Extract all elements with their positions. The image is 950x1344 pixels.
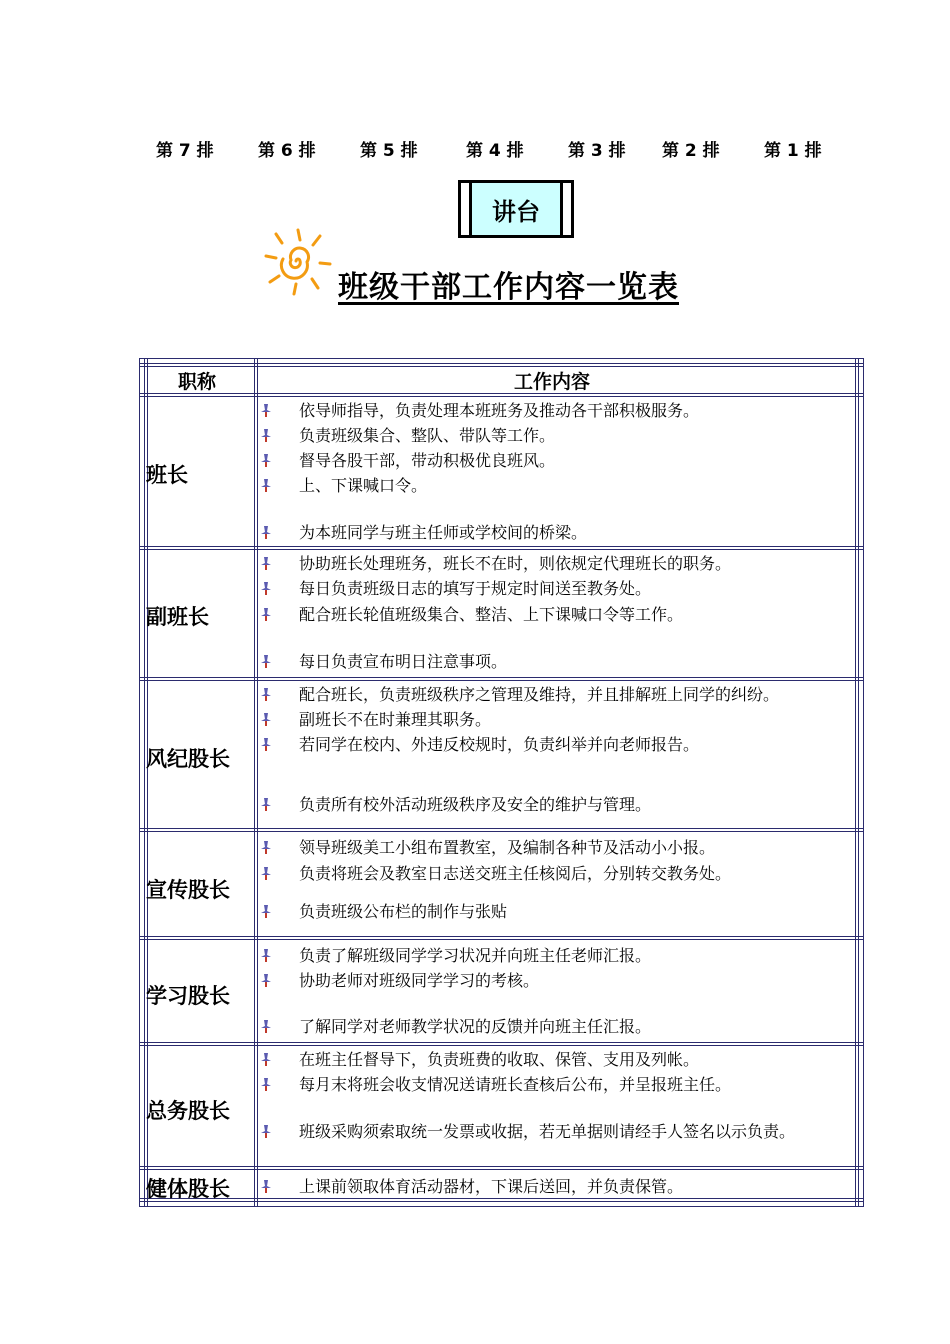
duty-item: 负责了解班级同学学习状况并向班主任老师汇报。 (259, 944, 857, 968)
pushpin-bullet-icon (259, 556, 273, 570)
podium-label: 讲台 (492, 197, 540, 226)
role-name: 健体股长 (146, 1177, 230, 1201)
pushpin-bullet-icon (259, 1124, 273, 1138)
duty-item: 配合班长轮值班级集合、整洁、上下课喊口令等工作。 (259, 603, 857, 627)
pushpin-bullet-icon (259, 1077, 273, 1091)
pushpin-bullet-icon (259, 428, 273, 442)
pushpin-bullet-icon (259, 525, 273, 539)
seat-row-label: 第 4 排 (466, 141, 524, 161)
podium-inner (469, 183, 563, 235)
duty-item: 每日负责班级日志的填写于规定时间送至教务处。 (259, 577, 857, 601)
pushpin-bullet-icon (259, 904, 273, 918)
duty-item: 在班主任督导下，负责班费的收取、保管、支用及列帐。 (259, 1048, 857, 1072)
duty-item: 了解同学对老师教学状况的反馈并向班主任汇报。 (259, 1015, 857, 1039)
header-role: 职称 (178, 371, 217, 393)
column-divider (254, 359, 258, 1206)
seat-row-label: 第 6 排 (258, 141, 316, 161)
duty-item: 负责班级公布栏的制作与张贴 (259, 900, 857, 924)
sun-icon (262, 226, 334, 296)
duty-item: 配合班长，负责班级秩序之管理及维持，并且排解班上同学的纠纷。 (259, 683, 857, 707)
pushpin-bullet-icon (259, 712, 273, 726)
duty-item: 上、下课喊口令。 (259, 474, 857, 498)
duty-item: 上课前领取体育活动器材，下课后送回，并负责保管。 (259, 1175, 857, 1199)
pushpin-bullet-icon (259, 581, 273, 595)
document-title: 班级干部工作内容一览表 (338, 270, 679, 305)
duties-table (139, 358, 864, 1207)
header-rule (140, 393, 863, 397)
seat-row-label: 第 3 排 (568, 141, 626, 161)
duty-item: 督导各股干部，带动积极优良班风。 (259, 449, 857, 473)
header-duties: 工作内容 (514, 371, 591, 393)
row-rule (140, 936, 863, 940)
pushpin-bullet-icon (259, 654, 273, 668)
seat-row-label: 第 7 排 (156, 141, 214, 161)
role-name: 总务股长 (146, 1099, 230, 1123)
pushpin-bullet-icon (259, 797, 273, 811)
row-rule (140, 677, 863, 681)
table-top-rule (140, 363, 863, 367)
row-rule (140, 546, 863, 550)
role-name: 学习股长 (146, 984, 230, 1008)
pushpin-bullet-icon (259, 607, 273, 621)
seat-row-label: 第 5 排 (360, 141, 418, 161)
duty-item: 领导班级美工小组布置教室，及编制各种节及活动小小报。 (259, 836, 857, 860)
pushpin-bullet-icon (259, 1052, 273, 1066)
row-rule (140, 1166, 863, 1170)
pushpin-bullet-icon (259, 1019, 273, 1033)
pushpin-bullet-icon (259, 403, 273, 417)
pushpin-bullet-icon (259, 478, 273, 492)
row-rule (140, 828, 863, 832)
role-name: 副班长 (146, 605, 209, 629)
pushpin-bullet-icon (259, 948, 273, 962)
seat-row-label: 第 2 排 (662, 141, 720, 161)
duty-item: 班级采购须索取统一发票或收据，若无单据则请经手人签名以示负责。 (259, 1120, 857, 1144)
seat-row-labels (0, 136, 950, 160)
pushpin-bullet-icon (259, 687, 273, 701)
seat-row-label: 第 1 排 (764, 141, 822, 161)
podium-box (458, 180, 574, 238)
pushpin-bullet-icon (259, 737, 273, 751)
role-name: 风纪股长 (146, 747, 230, 771)
duty-item: 若同学在校内、外违反校规时，负责纠举并向老师报告。 (259, 733, 857, 757)
pushpin-bullet-icon (259, 840, 273, 854)
duty-item: 为本班同学与班主任师或学校间的桥梁。 (259, 521, 857, 545)
pushpin-bullet-icon (259, 1179, 273, 1193)
duty-item: 负责班级集合、整队、带队等工作。 (259, 424, 857, 448)
row-rule (140, 1042, 863, 1046)
pushpin-bullet-icon (259, 973, 273, 987)
duty-item: 负责将班会及教室日志送交班主任核阅后，分别转交教务处。 (259, 862, 857, 886)
duty-item: 依导师指导，负责处理本班班务及推动各干部积极服务。 (259, 399, 857, 423)
duty-item: 每月末将班会收支情况送请班长查核后公布，并呈报班主任。 (259, 1073, 857, 1097)
role-name: 宣传股长 (146, 878, 230, 902)
pushpin-bullet-icon (259, 453, 273, 467)
duty-item: 负责所有校外活动班级秩序及安全的维护与管理。 (259, 793, 857, 817)
pushpin-bullet-icon (259, 866, 273, 880)
duty-item: 副班长不在时兼理其职务。 (259, 708, 857, 732)
duty-item: 协助班长处理班务，班长不在时，则依规定代理班长的职务。 (259, 552, 857, 576)
duty-item: 每日负责宣布明日注意事项。 (259, 650, 857, 674)
role-name: 班长 (146, 463, 188, 487)
duty-item: 协助老师对班级同学学习的考核。 (259, 969, 857, 993)
